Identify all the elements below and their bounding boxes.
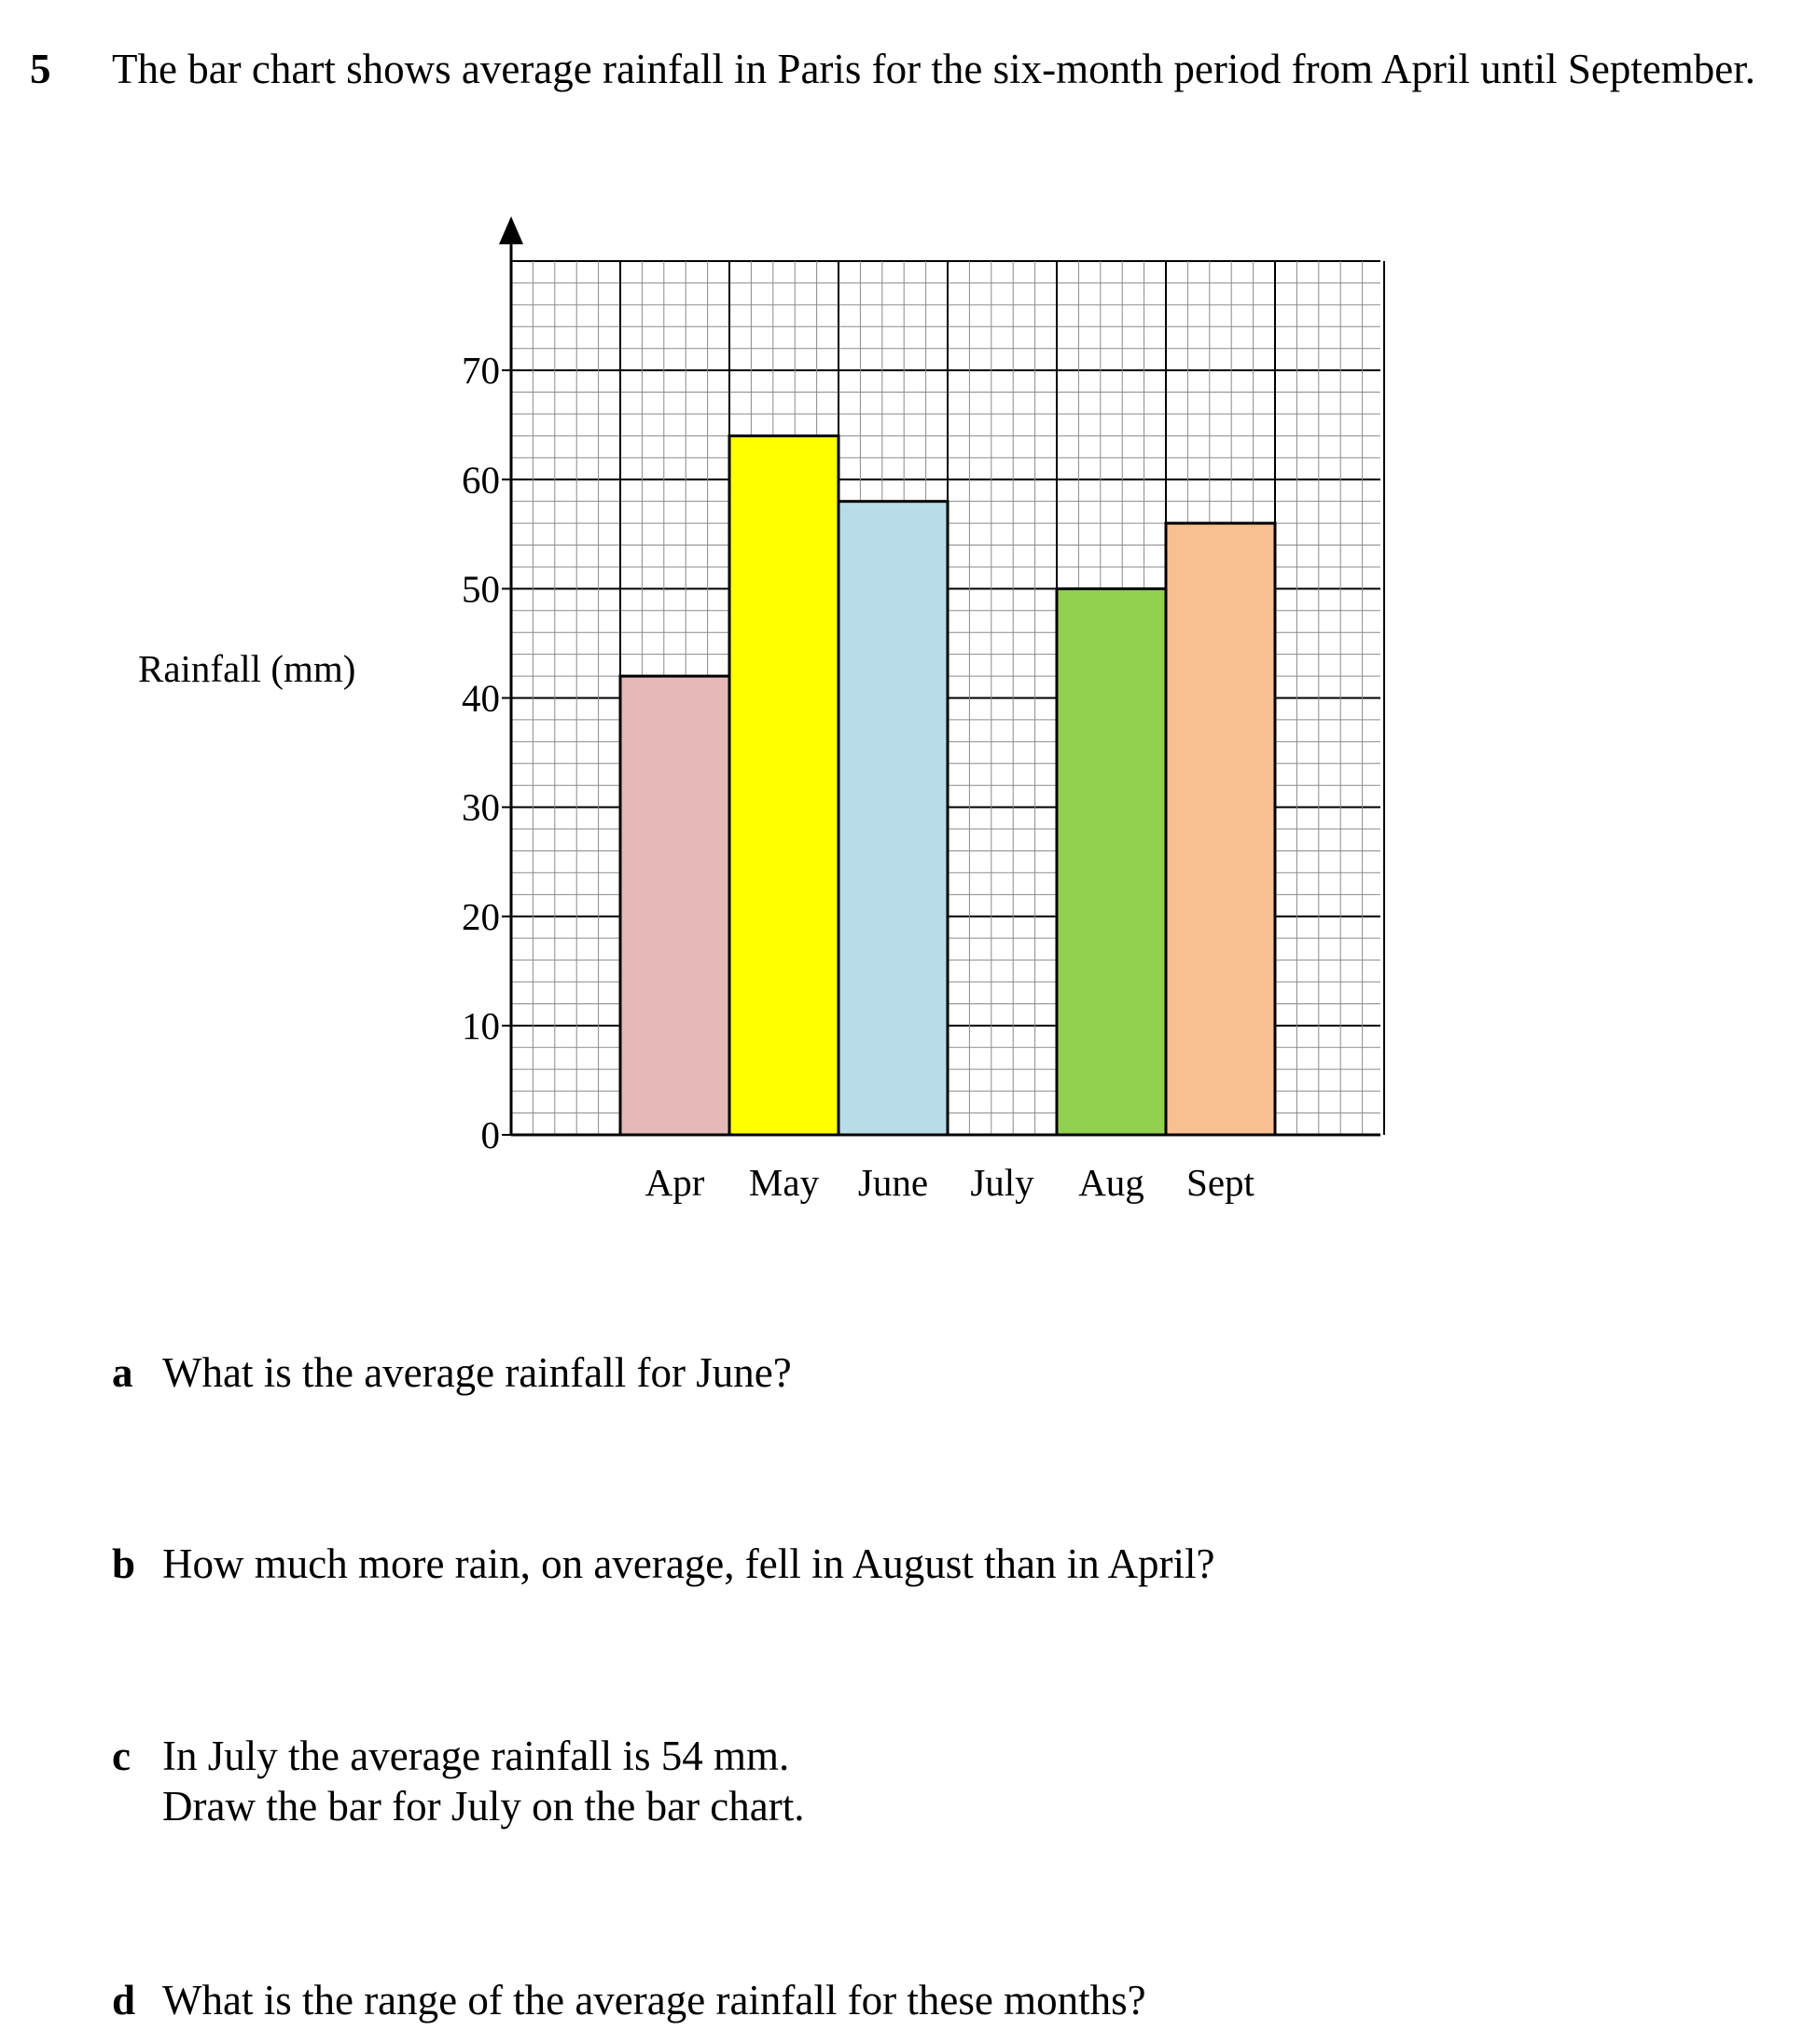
y-tick-label: 20 <box>462 894 500 938</box>
x-tick-label-sept: Sept <box>1186 1161 1254 1204</box>
part-c-question-line1: In July the average rainfall is 54 mm. <box>162 1733 790 1779</box>
bar-june <box>839 502 948 1135</box>
y-tick-label: 0 <box>480 1113 500 1156</box>
part-a-letter: a <box>112 1349 133 1396</box>
part-d-letter: d <box>112 1977 136 2023</box>
y-tick-label: 30 <box>462 785 500 829</box>
part-c-letter: c <box>112 1733 131 1779</box>
x-tick-label-june: June <box>857 1161 929 1204</box>
bar-may <box>729 435 839 1135</box>
y-tick-label: 70 <box>462 349 500 393</box>
y-axis-label: Rainfall (mm) <box>138 647 356 690</box>
x-tick-label-july: July <box>970 1161 1034 1204</box>
x-tick-label-aug: Aug <box>1078 1161 1144 1204</box>
x-tick-label-may: May <box>748 1161 820 1204</box>
x-tick-label-apr: Apr <box>645 1161 705 1204</box>
y-tick-label: 50 <box>462 567 500 611</box>
bar-apr <box>620 676 729 1135</box>
y-tick-label: 60 <box>462 458 500 502</box>
bar-aug <box>1057 588 1166 1135</box>
y-tick-label: 10 <box>462 1003 500 1047</box>
part-c-question-line2: Draw the bar for July on the bar chart. <box>162 1783 805 1830</box>
part-a-question: What is the average rainfall for June? <box>162 1349 792 1396</box>
y-tick-label: 40 <box>462 676 500 720</box>
bar-sept <box>1166 523 1275 1135</box>
y-axis-arrow-icon <box>499 216 523 244</box>
chart-bars <box>620 435 1275 1135</box>
part-d-question: What is the range of the average rainfall for these months? <box>162 1977 1146 2023</box>
question-intro: The bar chart shows average rainfall in Paris for the six-month period from April until September. <box>112 46 1756 92</box>
part-b-question: How much more rain, on average, fell in August than in April? <box>162 1540 1215 1587</box>
question-number: 5 <box>30 46 51 92</box>
part-b-letter: b <box>112 1540 136 1587</box>
